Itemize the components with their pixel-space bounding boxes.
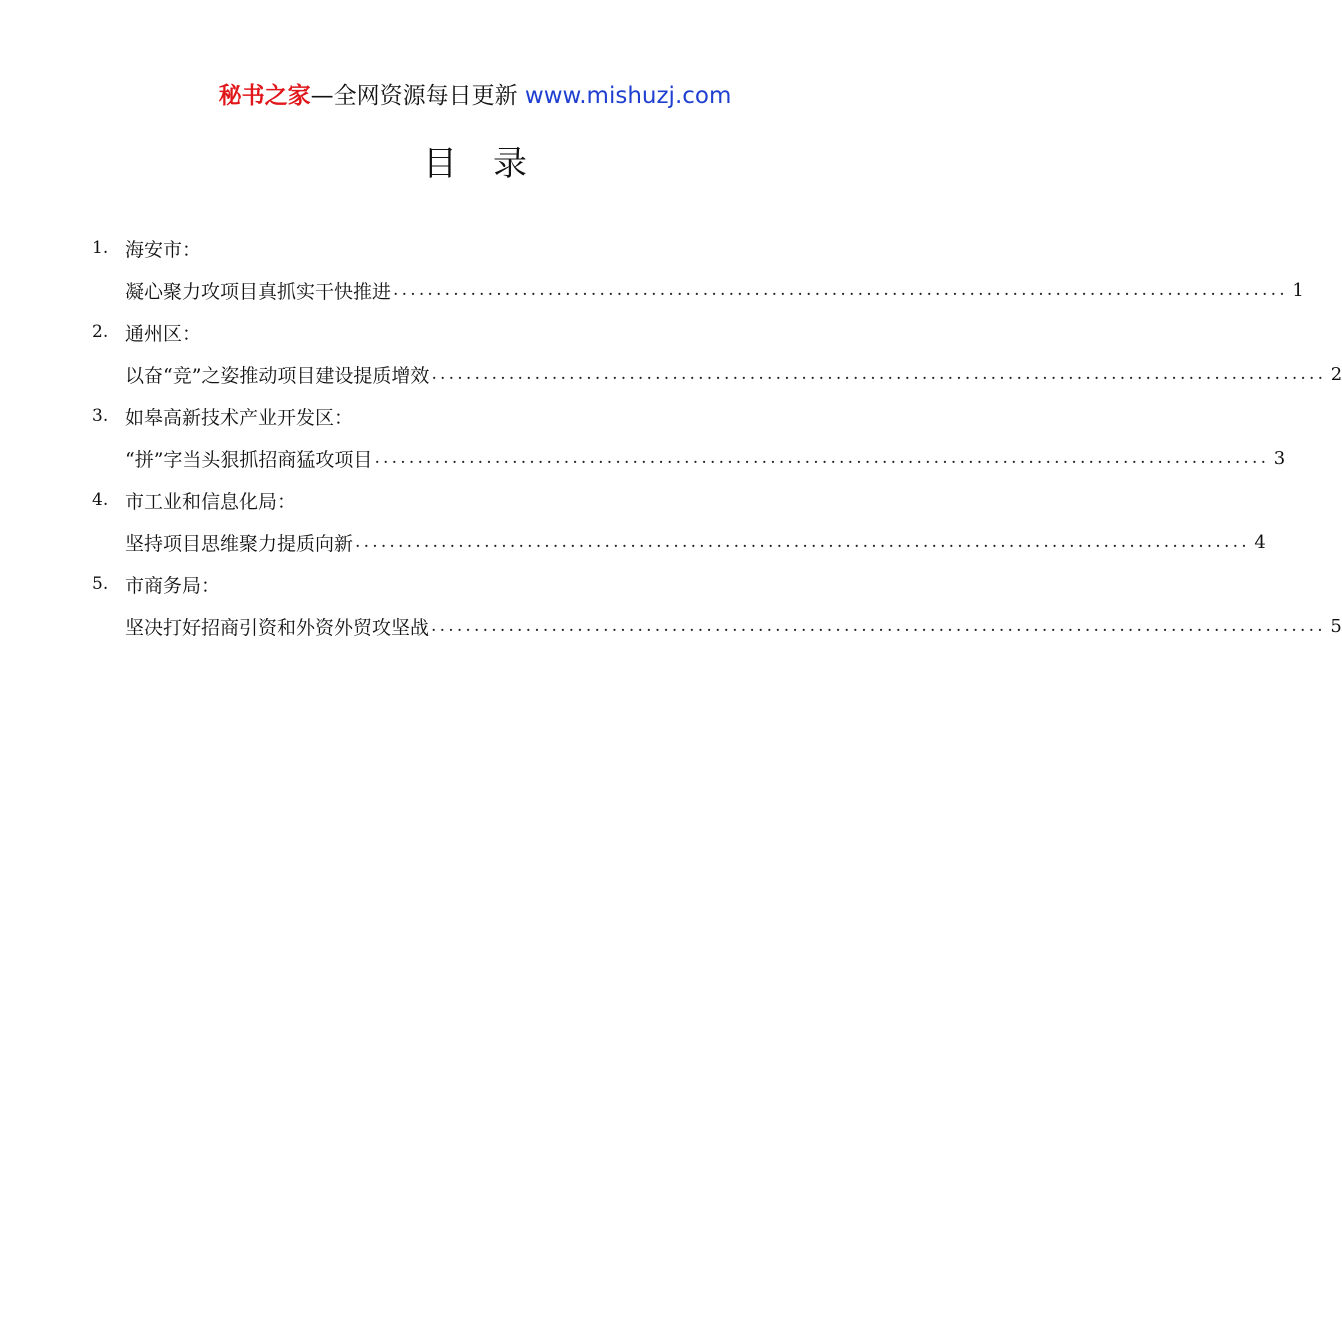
toc-leader-dots: ........................................................................................................: [355, 532, 1250, 552]
toc-page-number: 3: [1273, 447, 1286, 469]
toc-item-number: 5.: [92, 574, 109, 594]
toc-leader-dots: ........................................................................................................: [431, 364, 1327, 384]
toc-entry-link[interactable]: [125, 605, 1342, 647]
toc-page-number: 5: [1330, 615, 1342, 637]
toc-entry-title: 以奋“竞”之姿推动项目建设提质增效: [125, 364, 430, 387]
toc-page-number: 2: [1330, 363, 1342, 385]
toc-entry-title: 凝心聚力攻项目真抓实干快推进: [125, 280, 392, 303]
toc-leader-dots: ........................................................................................................: [393, 280, 1288, 300]
toc-item-org: 海安市：: [125, 238, 202, 261]
toc-item-heading: [92, 227, 862, 269]
table-of-contents: [92, 227, 1342, 647]
toc-title: 目录: [423, 144, 563, 184]
toc-item-org: 市工业和信息化局：: [125, 490, 297, 513]
toc-item: [92, 227, 1304, 311]
toc-leader-dots: ........................................................................................................: [374, 448, 1270, 468]
toc-item: [92, 311, 1342, 395]
toc-entry-title: “拼”字当头狠抓招商猛攻项目: [125, 448, 373, 471]
toc-entry-title: 坚持项目思维聚力提质向新: [125, 532, 354, 555]
toc-item-org: 市商务局：: [125, 574, 221, 597]
toc-item: [92, 395, 1286, 479]
toc-item-number: 2.: [92, 322, 109, 342]
brand-name: 秘书之家: [218, 83, 311, 109]
site-header: [0, 80, 950, 112]
toc-item-number: 1.: [92, 238, 109, 258]
toc-entry-title: 坚决打好招商引资和外资外贸攻坚战: [125, 616, 430, 639]
toc-page-number: 4: [1254, 531, 1266, 553]
toc-item-number: 3.: [92, 406, 109, 426]
header-tagline: —全网资源每日更新: [310, 83, 525, 109]
toc-entry-link[interactable]: [125, 521, 1266, 563]
site-url-link[interactable]: www.mishuzj.com: [524, 83, 732, 109]
toc-entry-link[interactable]: [125, 269, 1304, 311]
toc-entry-link[interactable]: [125, 437, 1286, 479]
toc-page-number: 1: [1292, 279, 1304, 301]
toc-item-number: 4.: [92, 490, 109, 510]
toc-item-org: 通州区：: [125, 322, 202, 345]
toc-item-heading: [92, 311, 862, 353]
toc-entry-link[interactable]: [125, 353, 1342, 395]
toc-item: [92, 479, 1266, 563]
toc-item-org: 如皋高新技术产业开发区：: [125, 406, 354, 429]
toc-item: [92, 563, 1342, 647]
toc-item-heading: [92, 395, 862, 437]
toc-leader-dots: ........................................................................................................: [431, 616, 1326, 636]
toc-item-heading: [92, 563, 862, 605]
toc-item-heading: [92, 479, 862, 521]
